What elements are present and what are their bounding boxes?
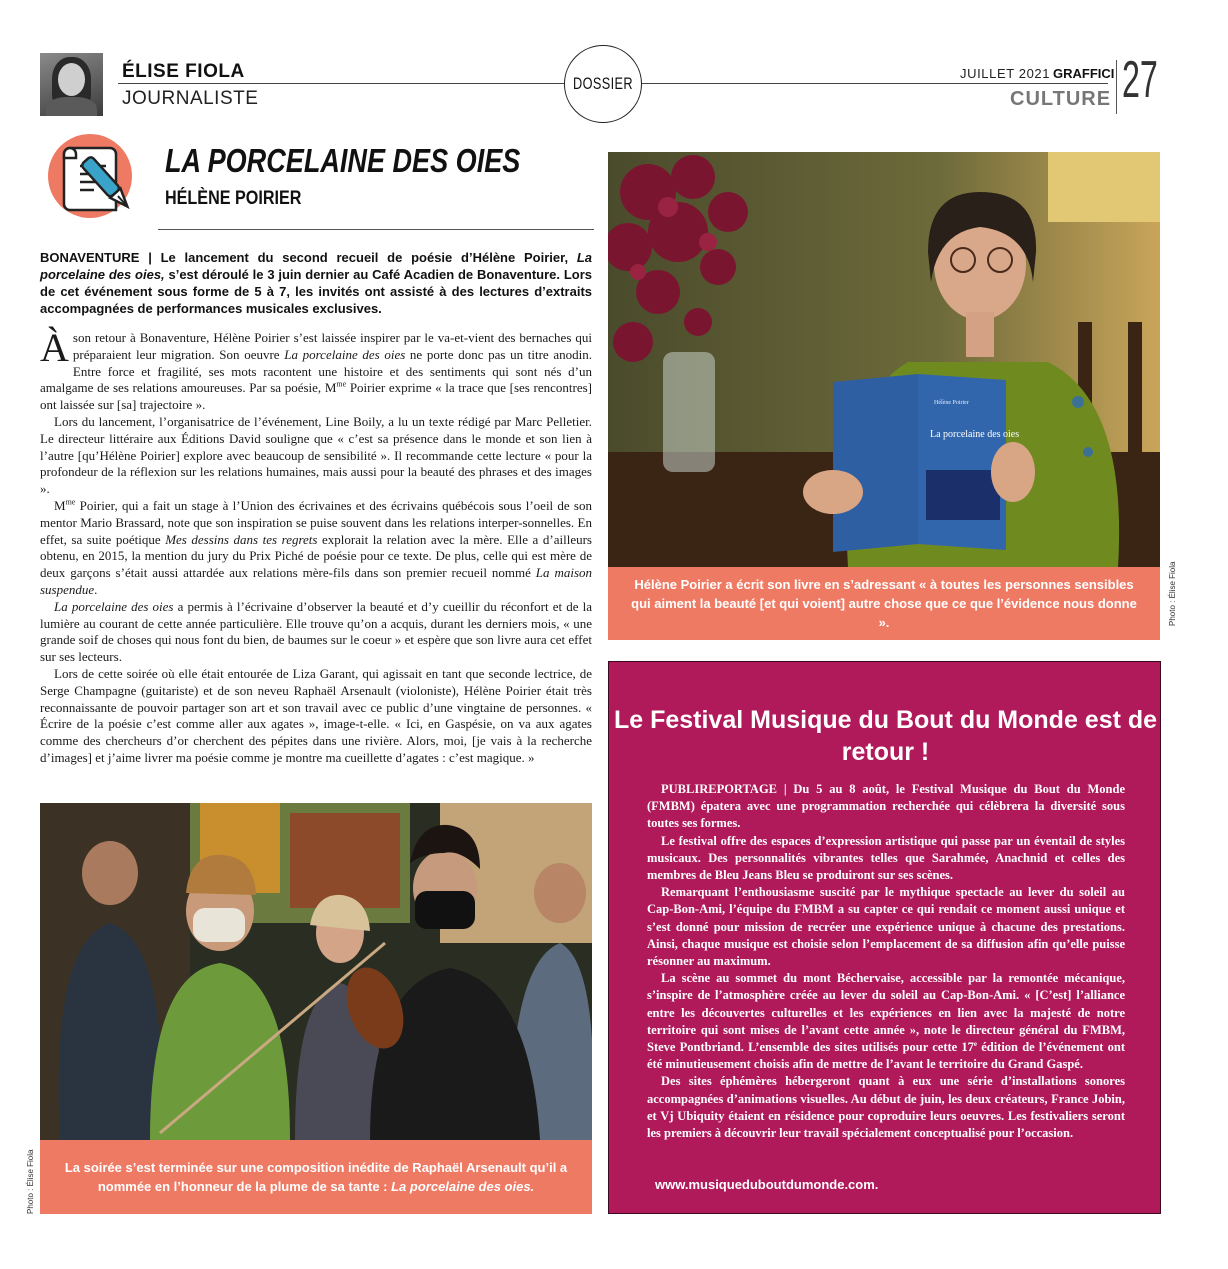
paragraph-1-book-title: La porcelaine des oies <box>284 346 406 362</box>
photo-caption-bottom-title: La porcelaine des oies. <box>391 1179 535 1194</box>
paragraph-2: Lors du lancement, l’organisatrice de l’événement, Line Boily, a lu un texte rédigé par Marc Pelletier. Le directeur littéraire aux Éditions David souligne que « c’est sa présence dans le monde et son lien à l’autre [qu’Hélène Poirier] explore avec beaucoup de sensibilité ». Il recommande cette lecture « pour la profondeur de la réflexion sur les relations humaines, mais aussi pour la beauté des phrases et des images ». <box>40 413 592 497</box>
issue-date: JUILLET 2021 <box>960 66 1051 81</box>
article-lead <box>40 249 592 317</box>
sponsored-festival-box <box>608 661 1161 1214</box>
paragraph-3-m: M <box>54 497 66 513</box>
section-badge-label: DOSSIER <box>572 74 634 93</box>
festival-paragraph-4 <box>647 970 1125 1073</box>
paragraph-3-text-b: explorait la relation avec la mère. Elle a d’ailleurs obtenu, en 2015, la mention du jury du Prix Piché de poésie pour ce texte. De plus, celle qui est mère de deux garçons s’était aussi attardée aux relations mère-fils dans son premier recueil nommé <box>40 531 592 581</box>
festival-body <box>647 781 1125 1142</box>
scroll-and-fountain-pen-icon <box>40 128 152 230</box>
paragraph-3-sup: me <box>65 497 76 507</box>
paragraph-3-text-a: Poirier, qui a fait un stage à l’Union des écrivaines et des écrivains québécois sous l’oeil de son mentor Mario Brassard, note que son inspiration se puise souvent dans les relations interper-sonnelles. En effet, sa suite poétique <box>40 497 592 547</box>
paragraph-1 <box>40 325 592 414</box>
book-author-text: Hélène Poirier <box>934 400 969 406</box>
lead-text-b: s’est déroulé le 3 juin dernier au Café Acadien de Bonaventure. Lors de cet événement sous forme de 5 à 7, les invités ont assisté à des lectures d’extraits accompagnées de performances musicales exclusives. <box>40 267 593 316</box>
festival-website-link[interactable]: www.musiqueduboutdumonde.com. <box>655 1177 879 1192</box>
festival-paragraph-3: Remarquant l’enthousiasme suscité par le mythique spectacle au lever du soleil au Cap-Bon-Ami, l’équipe du FMBM a su capter ce qui rendait ce moment aussi unique et s’est donné pour mission de recréer une expérience unique à chacune des prestations. Ainsi, chaque musique est choisie selon l’emplacement de sa diffusion afin qu’elle puisse résonner au maximum. <box>647 885 1125 969</box>
photo-caption-top: Hélène Poirier a écrit son livre en s’adressant « à toutes les personnes sensibles qui aiment la beauté [et qui voient] autre chose que ce que l’évidence nous donne ». <box>608 567 1160 640</box>
lead-book-title: La porcelaine des oies, <box>40 250 592 282</box>
paragraph-3-text-c: . <box>94 581 98 597</box>
festival-paragraph-4-sup: e <box>973 1039 978 1048</box>
paragraph-1-sup: me <box>336 380 347 390</box>
photo-credit-bottom: Photo : Élise Fiola <box>26 1149 35 1214</box>
author-name: ÉLISE FIOLA <box>122 61 245 82</box>
festival-title-text: Le Festival Musique du Bout du Monde est de retour ! <box>613 706 1158 766</box>
paragraph-1-text-c: Poirier exprime « la trace que [ses rencontres] ont laissée sur [sa] trajectoire ». <box>40 380 592 413</box>
paragraph-4 <box>40 599 592 666</box>
author-role: JOURNALISTE <box>122 88 259 109</box>
title-rule <box>158 229 594 230</box>
author-photo <box>40 53 103 116</box>
paragraph-4-text: a permis à l’écrivaine d’observer la beauté et d’y cueillir du réconfort et de la lumière au courant de cette année particulière. Elle trouve qu’on a acquis, durant les derniers mois, « une grande soif de choses qui nous font du bien, de baumes sur le coeur » et espère que son livre aura cet effet sur ses lecteurs. <box>40 598 592 665</box>
photo-author-with-book-illustration <box>608 152 1160 567</box>
lead-text-a: BONAVENTURE | Le lancement du second recueil de poésie d’Hélène Poirier, <box>40 250 577 265</box>
paragraph-1-text-b: ne porte donc pas un titre anodin. Entre force et fragilité, ses mots racontent une histoire et des sentiments qui sont nés d’un amalgame de ses relations amoureuses. Par sa poésie, M <box>40 346 592 396</box>
page-number: 27 <box>1122 51 1158 109</box>
paragraph-1-text-a: son retour à Bonaventure, Hélène Poirier s’est laissée inspirer par le va-et-vient des bernaches qui préparaient leur migration. Son oeuvre <box>72 330 592 362</box>
festival-paragraph-4-b: édition de l’événement ont été minutieusement choisis afin de mettre de l’avant le territoire du Grand Gaspé. <box>647 1040 1125 1072</box>
photo-caption-bottom-text <box>58 1158 574 1196</box>
paragraph-3-work-title-2: La maison suspendue <box>40 565 592 597</box>
festival-paragraph-5: Des sites éphémères hébergeront quant à eux une série d’installations sonores accompagnées d’animations visuelles. Au début de juin, les deux créateurs, France Jobin, et Vj Ubiquity étaient en résidence pour coproduire leurs oeuvres. Les festivaliers seront les premiers à découvrir leur travail spécialement conceptualisé pour l’occasion. <box>647 1074 1125 1141</box>
photo-credit-top: Photo : Élise Fiola <box>1168 561 1177 626</box>
drop-cap: À <box>40 325 69 370</box>
paragraph-4-book-title: La porcelaine des oies <box>54 598 174 614</box>
paragraph-3-work-title: Mes dessins dans tes regrets <box>165 531 318 547</box>
page-number-divider <box>1116 60 1117 114</box>
photo-caption-bottom-a: La soirée s’est terminée sur une composition inédite de Raphaël Arsenault qu’il a nommée en l’honneur de la plume de sa tante : <box>64 1160 568 1194</box>
photo-musicians <box>40 803 592 1140</box>
book-title-text: La porcelaine des oies <box>930 429 1020 440</box>
paragraph-5: Lors de cette soirée où elle était entourée de Liza Garant, qui agissait en tant que seconde lectrice, de Serge Champagne (guitariste) et de son neveu Raphaël Arsenault (violoniste), Hélène Poirier était très reconnaissante de pouvoir partager son art et son travail avec ce public d’une vingtaine de personnes. « Écrire de la poésie c’est comme aller aux agates », image-t-elle. « Ici, en Gaspésie, on va aux agates comme des chercheurs d’or cherchent des pépites dans une rivière. Alors, moi, [je vais à la recherche d’images] et j’aime livrer ma poésie comme je montre ma cueillette d’agates : c’est magique. » <box>40 665 592 765</box>
magazine-name: GRAFFICI <box>1053 66 1115 81</box>
festival-paragraph-2: Le festival offre des espaces d’expression artistique qui passe par un éventail de styles musicaux. Des personnalités vibrantes telles que Sarahmée, Anachnid et celles des membres de Bleu Jeans Bleu se produiront sur ses scènes. <box>647 833 1125 883</box>
festival-paragraph-4-a: La scène au sommet du mont Béchervaise, accessible par la remontée mécanique, s’inspire de l’atmosphère créée au lever du soleil au Cap-Bon-Ami. « [C’est] l’alliance entre les découvertes culturelles et les expériences en lien avec la majesté de notre territoire qui sont mises de l’avant cette année », note le directeur général du FMBM, Steve Pontbriand. L’ensemble des sites utilisés pour cette 17 <box>647 971 1125 1055</box>
section-label: CULTURE <box>1010 88 1112 110</box>
section-badge <box>564 45 642 123</box>
paragraph-3 <box>40 498 592 599</box>
photo-caption-bottom <box>40 1140 592 1214</box>
article-body <box>40 325 592 767</box>
festival-paragraph-1: PUBLIREPORTAGE | Du 5 au 8 août, le Festival Musique du Bout du Monde (FMBM) épatera avec une programmation recherchée qui célèbrera la diversité sous toutes ses formes. <box>647 782 1125 831</box>
article-title: LA PORCELAINE DES OIES <box>165 142 521 179</box>
photo-musicians-illustration <box>40 803 592 1140</box>
article-subtitle-author: HÉLÈNE POIRIER <box>165 188 302 209</box>
photo-author-with-book <box>608 152 1160 567</box>
festival-title <box>609 704 1162 768</box>
